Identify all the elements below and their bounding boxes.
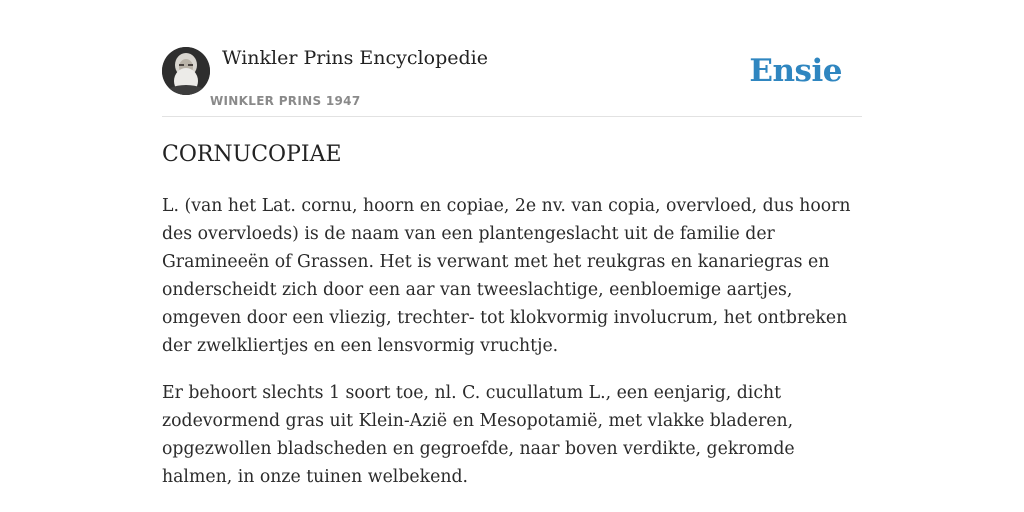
article xyxy=(162,140,862,491)
source-title[interactable]: Winkler Prins Encyclopedie xyxy=(222,47,488,69)
source-avatar[interactable] xyxy=(162,47,210,95)
brand-logo[interactable]: Ensie xyxy=(749,53,842,89)
edition-label[interactable]: WINKLER PRINS 1947 xyxy=(210,94,361,108)
portrait-icon xyxy=(162,47,210,95)
article-headword: CORNUCOPIAE xyxy=(162,142,342,167)
article-paragraph: L. (van het Lat. cornu, hoorn en copiae, 2e nv. van copia, overvloed, dus hoorn des overvloeds) is de naam van een plantengeslacht uit de familie der Gramineeën of Grassen. Het is verwant met het reukgras en kanariegras en onderscheidt zich door een aar van tweeslachtige, eenbloemige aartjes, omgeven door een vliezig, trechter- tot klokvormig involucrum, het ontbreken der zwelkliertjes en een lensvormig vruchtje. xyxy=(162,196,851,356)
article-paragraph: Er behoort slechts 1 soort toe, nl. C. cucullatum L., een eenjarig, dicht zodevormend gras uit Klein-Azië en Mesopotamië, met vlakke bladeren, opgezwollen bladscheden en gegroefde, naar boven verdikte, gekromde halmen, in onze tuinen welbekend. xyxy=(162,383,795,487)
page-header xyxy=(162,46,862,117)
